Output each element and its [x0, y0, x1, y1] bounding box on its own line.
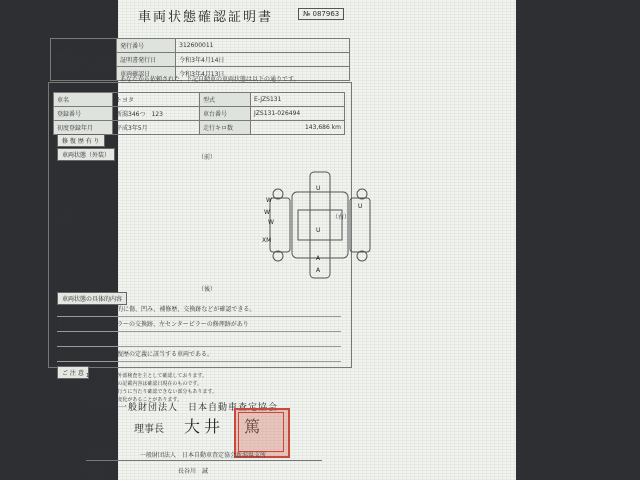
car-center-panel [298, 210, 342, 240]
notes-tab: ご 注 意 [57, 366, 89, 379]
issue-no-label: 発行番号 [117, 39, 176, 53]
chassis-value: JZS131-026494 [251, 107, 345, 121]
details-line [57, 332, 341, 347]
branch-value: 一般財団法人 日本自動車査定協会新潟県支所 [140, 452, 267, 459]
repair-history-tab: 修 復 歴 有 り [57, 134, 105, 147]
note-item: 1. 車両検査は外部検査を主として確認しております。 [86, 373, 207, 379]
reg-label: 登録番号 [54, 107, 113, 121]
chassis-label: 車台番号 [200, 107, 251, 121]
maker-value: トヨタ [113, 93, 200, 107]
document-title: 車両状態確認証明書 [138, 10, 274, 25]
mileage-value: 143,686 km [251, 121, 345, 135]
association-name: 一般財団法人 日本自動車査定協会 [118, 403, 279, 413]
note-item: 2. 検査証明書の記載内容は確認日現在のものです。 [86, 381, 202, 387]
issue-date-value: 令和3年4月14日 [176, 53, 350, 67]
diagram-mark: A [316, 267, 321, 274]
inspector-value: 長谷川 誠 [178, 468, 209, 475]
details-lines [57, 302, 341, 362]
mileage-label: 走行キロ数 [200, 121, 251, 135]
diagram-front-label: （前） [198, 154, 217, 161]
diagram-right-label: （右） [332, 214, 351, 221]
note-item: 4. 今後状態の変化があることがあります。 [86, 397, 182, 403]
details-line: 骨格部ではフロントピラーの交換跡、左センターピラーの修理跡があり [57, 317, 341, 332]
diagram-left-label: （左） [56, 214, 75, 221]
issue-date-label: 証明書発行日 [117, 53, 176, 67]
diagram-mark: W [266, 197, 272, 204]
issue-no-value: 312600011 [176, 39, 350, 53]
maker-label: 車名 [54, 93, 113, 107]
inspector-label: 検査員 [86, 468, 105, 475]
diagram-rear-label: （後） [198, 286, 217, 293]
vehicle-table [53, 92, 345, 135]
diagram-mark: U [316, 185, 321, 192]
signature-line [86, 460, 322, 461]
car-body-outline [292, 192, 351, 258]
vehicle-diagram [258, 164, 382, 288]
check-date-label: 車両確認日 [117, 67, 176, 81]
model-value: E-JZS131 [251, 93, 345, 107]
check-date-value: 令和3年4月13日 [176, 67, 350, 81]
model-label: 型式 [200, 93, 251, 107]
note-item: 3. 車両検査を行うに当たり確認できない部分もあります。 [86, 389, 217, 395]
requester-value: (株)G－クリエイト 様 [54, 61, 114, 69]
diagram-mark: A [316, 255, 321, 262]
reg-value: 新潟346つ 123 [113, 107, 200, 121]
diagram-mark: XM [262, 237, 272, 244]
branch-label: 支 所 名 [86, 452, 108, 459]
representative-title: 理事長 [134, 424, 164, 435]
intro-text: あなたから依頼された、下記自動車の車両状態は以下の通りです。 [120, 76, 300, 83]
diagram-mark: W [264, 209, 270, 216]
details-line: 裏面当協会の定める修復歴の定義に該当する車両である。 [57, 347, 341, 362]
document-number: № 087963 [298, 8, 344, 20]
first-reg-label: 初度登録年月 [54, 121, 113, 135]
representative-name: 大井 篤 [184, 417, 265, 436]
exterior-state-tab: 車両状態（外装） [57, 148, 115, 161]
details-line: 車両画像の通り、全体的に傷、凹み、補修歴、交換跡などが確認できる。 [57, 302, 341, 317]
requester-cell [51, 39, 117, 81]
official-seal-inner [238, 412, 284, 452]
requester-label: 依頼者 [54, 52, 73, 60]
details-tab: 車両状態の具体的内容 [57, 292, 127, 305]
first-reg-value: 平成3年5月 [113, 121, 200, 135]
diagram-mark: W [268, 219, 274, 226]
diagram-mark: U [316, 227, 321, 234]
diagram-mark: U [358, 203, 363, 210]
